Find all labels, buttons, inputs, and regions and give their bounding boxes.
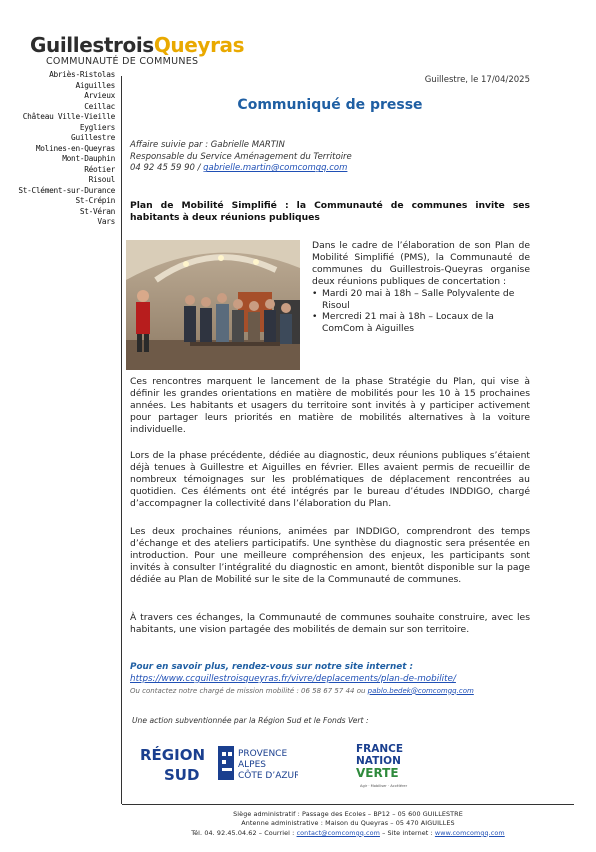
footer [122, 810, 574, 838]
commune-name: Arvieux [84, 91, 115, 100]
footer-line3 [122, 829, 574, 838]
meeting-list [312, 288, 530, 336]
meeting-photo [126, 240, 300, 370]
service-line: Responsable du Service Aménagement du Territoire [130, 151, 352, 162]
footer-email-link[interactable]: contact@comcomgq.com [296, 828, 380, 837]
logo-wordmark: GuillestroisQueyras [30, 33, 245, 57]
organization-logo [30, 33, 245, 68]
mobility-contact-text: Ou contactez notre chargé de mission mobilité : 06 58 67 57 44 ou [130, 686, 368, 695]
footer-website-link[interactable]: www.comcomgq.com [434, 828, 505, 837]
paragraph-4: À travers ces échanges, la Communauté de communes souhaite construire, avec les habitants, une vision partagée des mobilités de demain sur son territoire. [130, 612, 530, 635]
footer-phone: Tél. 04. 92.45.04.62 – Courriel : [191, 828, 297, 837]
commune-name: Ceillac [84, 101, 115, 111]
mobility-email-link[interactable]: pablo.bedek@comcomgq.com [367, 686, 474, 695]
paragraph-2: Lors de la phase précédente, dédiée au diagnostic, deux réunions publiques s’étaient déjà tenues à Guillestre et Aiguilles en février. Elles avaient permis de recueillir de nombreux témoignages sur les problématiques de déplacement rencontrées au quotidien. Ces éléments ont été intégrés par le bureau d’études INDDIGO, chargé d’accompagner la collectivité dans l’élaboration du Plan. [130, 450, 530, 509]
subvention-note: Une action subventionnée par la Région Sud et le Fonds Vert : [132, 716, 369, 725]
footer-line1: Siège administratif : Passage des Ecoles – BP12 – 05 600 GUILLESTRE [233, 810, 463, 818]
region-line1: RÉGION [140, 746, 205, 764]
france-line2: NATION [356, 755, 401, 767]
more-info-title: Pour en savoir plus, rendez-vous sur notre site internet : [130, 662, 414, 672]
list-item: • Mercredi 21 mai à 18h – Locaux de la ComCom à Aiguilles [322, 311, 530, 335]
communes-list [18, 70, 115, 228]
affaire-line: Affaire suivie par : Gabrielle MARTIN [130, 140, 285, 150]
mobility-contact [130, 686, 530, 698]
paragraph-3: Les deux prochaines réunions, animées par INDDIGO, comprendront des temps d’échange et des ateliers participatifs. Une synthèse du diagnostic sera présentée en introduction. Pour une meilleure compréhension des enjeux, les participants sont invités à consulter l’intégralité du diagnostic en amont, bientôt disponible sur la page dédiée au Plan de Mobilité sur le site de la Communauté de communes. [130, 526, 530, 585]
contact-email-link[interactable]: gabrielle.martin@comcomgq.com [203, 163, 348, 174]
footer-divider [122, 804, 574, 805]
france-line1: FRANCE [356, 743, 404, 755]
date-line: Guillestre, le 17/04/2025 [424, 75, 530, 85]
commune-name: Eygliers [79, 122, 115, 132]
paragraph-1: Ces rencontres marquent le lancement de la phase Stratégie du Plan, qui vise à définir les grandes orientations en matière de mobilités pour les 10 à 15 prochaines années. Les habitants et usagers du territoire sont invités à y participer activement pour partager leurs priorités en matière de mobilités alternatives à la voiture individuelle. [130, 376, 530, 435]
region-line2: SUD [164, 766, 200, 784]
commune-name: St-Véran [79, 206, 115, 216]
page-title: Communiqué de presse [237, 97, 423, 113]
footer-site-label: – Site internet : [379, 828, 435, 837]
region-right2: ALPES [238, 760, 266, 770]
commune-name: St-Clément-sur-Durance [18, 185, 115, 195]
region-right1: PROVENCE [238, 749, 288, 759]
france-tagline: Agir · Mobiliser · Accélérer [360, 784, 408, 788]
commune-name: Guillestre [71, 133, 115, 142]
commune-name: Mont-Dauphin [62, 154, 115, 163]
intro-block [312, 240, 530, 335]
website-link[interactable]: https://www.ccguillestroisqueyras.fr/vivre/deplacements/plan-de-mobilite/ [130, 673, 456, 684]
phone-email-line [130, 163, 352, 175]
commune-name: Molines-en-Queyras [35, 143, 115, 153]
phone-number: 04 92 45 59 90 / [130, 163, 204, 174]
commune-name: St-Crépin [75, 196, 115, 205]
commune-name: Aiguilles [75, 80, 115, 90]
contact-block [130, 140, 352, 175]
logo-subtitle: COMMUNAUTÉ DE COMMUNES [46, 56, 199, 67]
vertical-divider [121, 76, 122, 804]
commune-name: Risoul [88, 175, 115, 184]
france-nation-verte-logo [354, 740, 418, 792]
commune-name: Abriès-Ristolas [49, 70, 115, 79]
more-info-block [130, 662, 530, 697]
commune-name: Réotier [84, 164, 115, 174]
press-subject: Plan de Mobilité Simplifié : la Communauté de communes invite ses habitants à deux réunions publiques [130, 200, 530, 223]
region-right3: CÔTE D’AZUR [238, 771, 298, 781]
intro-text: Dans le cadre de l’élaboration de son Plan de Mobilité Simplifié (PMS), la Communauté de communes du Guillestrois-Queyras organise deux réunions publiques de concertation : [312, 240, 530, 287]
list-item: • Mardi 20 mai à 18h – Salle Polyvalente de Risoul [322, 288, 530, 312]
footer-line2: Antenne administrative : Maison du Queyras – 05 470 AIGUILLES [241, 819, 455, 828]
france-line3: VERTE [356, 766, 399, 780]
commune-name: Château Ville-Vieille [22, 112, 115, 121]
commune-name: Vars [97, 217, 115, 226]
region-sud-logo [138, 742, 298, 786]
